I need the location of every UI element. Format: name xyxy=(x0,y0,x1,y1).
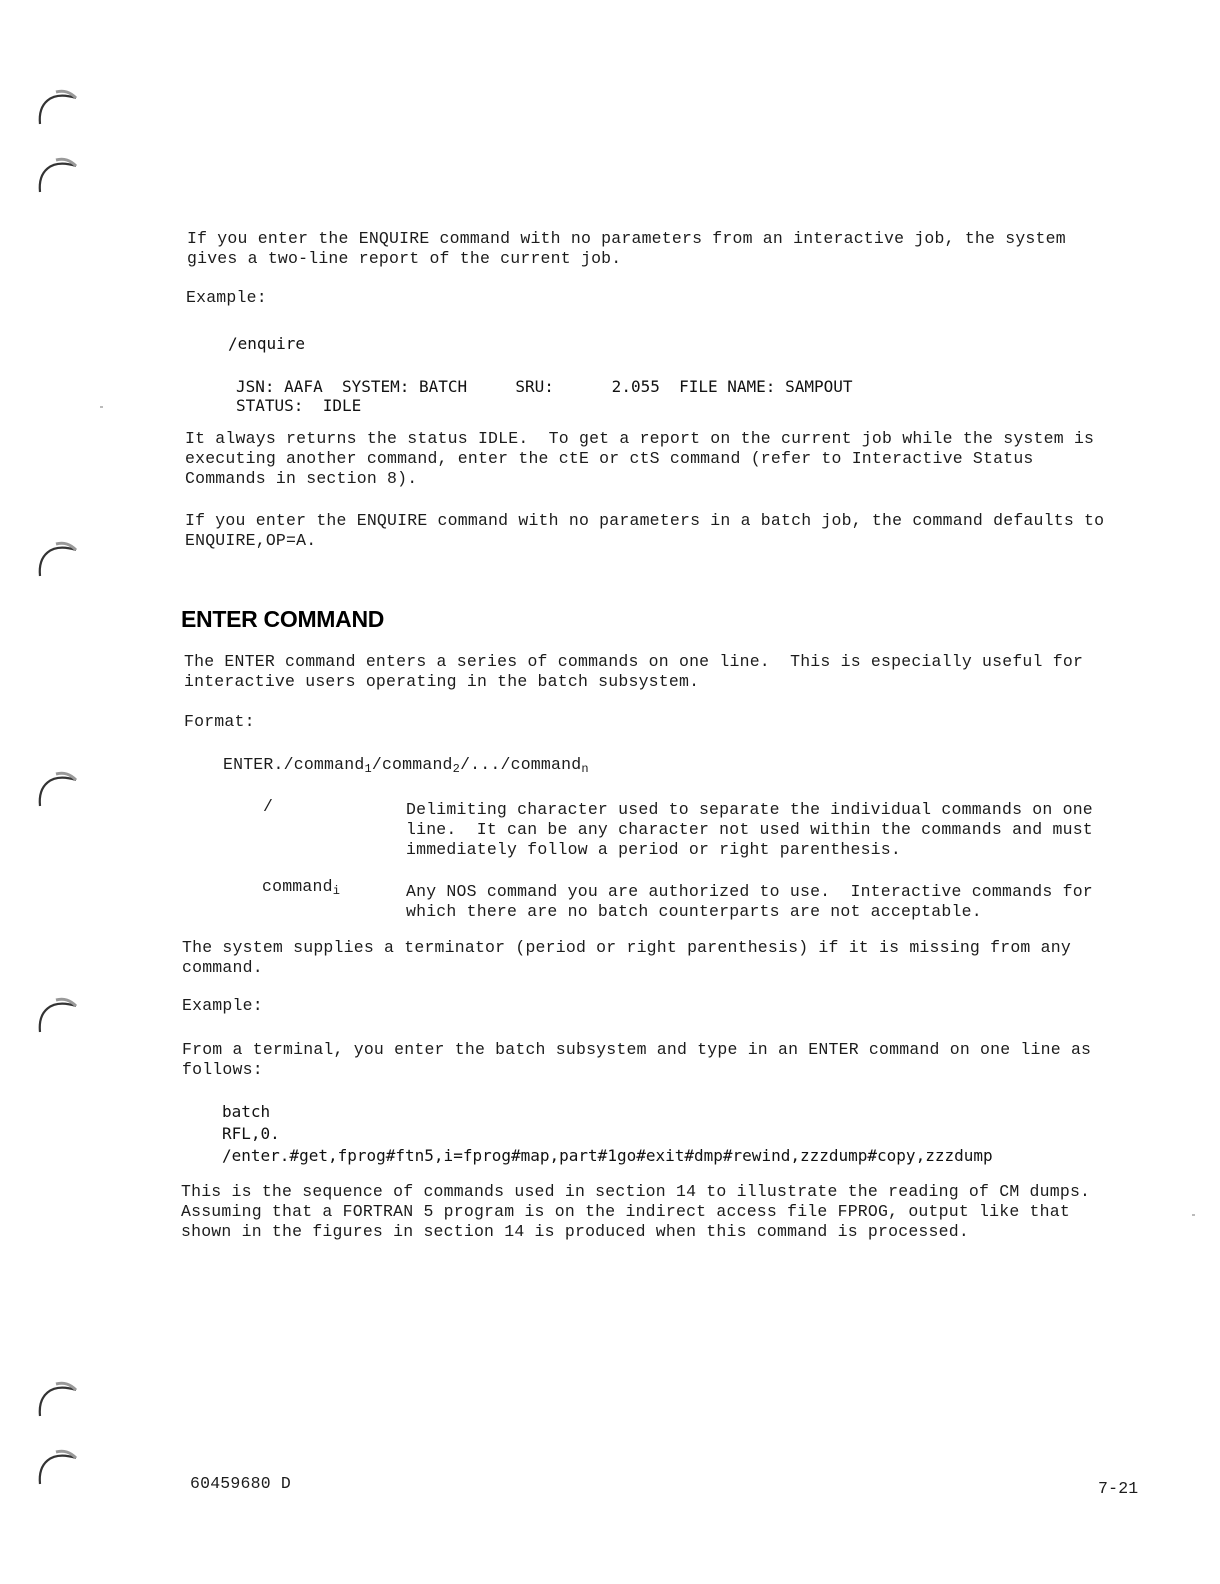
param-term-text: command xyxy=(262,877,333,896)
format-line xyxy=(223,755,589,779)
format-part: /command xyxy=(371,755,453,774)
format-subscript: 1 xyxy=(364,762,372,776)
binder-hole-icon xyxy=(36,992,80,1036)
enquire-input-line: /enquire xyxy=(228,334,306,353)
example-command-line: batch xyxy=(222,1102,271,1121)
format-prefix: ENTER./command xyxy=(223,755,365,774)
format-subscript: n xyxy=(581,762,589,776)
closing-paragraph: This is the sequence of commands used in section 14 to illustrate the reading of CM dumps. Assuming that a FORTRAN 5 program is on the indirect access file FPROG, output like that shown in the figures in section 14 is produced when this command is processed. xyxy=(181,1182,1091,1241)
example-label: Example: xyxy=(186,288,267,307)
example-command-line: RFL,0. xyxy=(222,1124,280,1143)
section-heading: ENTER COMMAND xyxy=(181,606,385,632)
format-label: Format: xyxy=(184,712,255,731)
binder-hole-icon xyxy=(36,1444,80,1488)
binder-hole-icon xyxy=(36,536,80,580)
scan-speck xyxy=(1192,1214,1195,1216)
format-part: /.../command xyxy=(460,755,582,774)
binder-hole-icon xyxy=(36,766,80,810)
enquire-output-line: JSN: AAFA SYSTEM: BATCH SRU: 2.055 FILE NAME: SAMPOUT xyxy=(236,377,853,396)
param-term-subscript: i xyxy=(332,884,341,898)
enquire-output-line: STATUS: IDLE xyxy=(236,396,362,415)
param-description: Delimiting character used to separate the individual commands on one line. It can be any character not used within the commands and must immediately follow a period or right parenthesis. xyxy=(406,800,1093,859)
document-number: 60459680 D xyxy=(190,1474,292,1493)
terminator-paragraph: The system supplies a terminator (period or right parenthesis) if it is missing from any command. xyxy=(182,938,1071,977)
example-command-line: /enter.#get,fprog#ftn5,i=fprog#map,part#1go#exit#dmp#rewind,zzzdump#copy,zzzdump xyxy=(222,1146,993,1165)
example-label: Example: xyxy=(182,996,263,1015)
enter-intro-paragraph: The ENTER command enters a series of commands on one line. This is especially useful for interactive users operating in the batch subsystem. xyxy=(184,652,1084,691)
format-subscript: 2 xyxy=(452,762,461,776)
scan-speck xyxy=(100,406,103,408)
status-paragraph: It always returns the status IDLE. To get a report on the current job while the system is executing another command, enter the ctE or ctS command (refer to Interactive Status Commands in section 8). xyxy=(185,429,1095,488)
enquire-intro-paragraph: If you enter the ENQUIRE command with no parameters from an interactive job, the system gives a two-line report of the current job. xyxy=(187,229,1066,268)
binder-hole-icon xyxy=(36,84,80,128)
page-number: 7-21 xyxy=(1098,1479,1139,1498)
binder-hole-icon xyxy=(36,152,80,196)
param-term xyxy=(262,877,340,901)
binder-hole-icon xyxy=(36,1376,80,1420)
batch-default-paragraph: If you enter the ENQUIRE command with no parameters in a batch job, the command defaults to ENQUIRE,OP=A. xyxy=(185,511,1105,550)
param-description: Any NOS command you are authorized to use. Interactive commands for which there are no batch counterparts are not acceptable. xyxy=(406,882,1093,921)
param-term: / xyxy=(263,797,274,816)
terminal-paragraph: From a terminal, you enter the batch subsystem and type in an ENTER command on one line as follows: xyxy=(182,1040,1092,1079)
